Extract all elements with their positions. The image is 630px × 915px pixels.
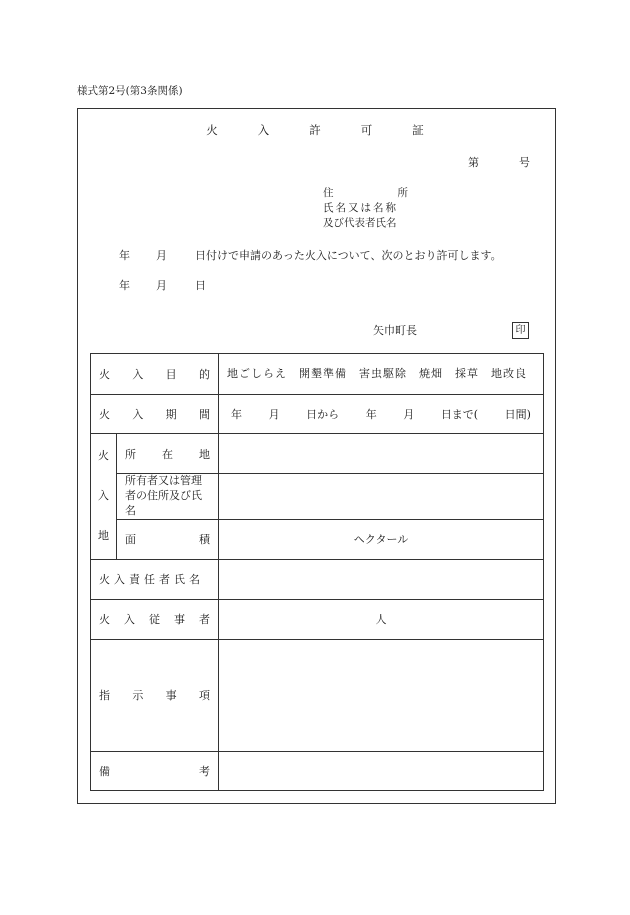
row-workers [91,599,544,639]
row-purpose [91,354,544,395]
responsible-value [219,559,544,599]
area-label: 面 積 [117,519,219,559]
row-location [91,434,544,474]
name-label: 氏名又は名称 [323,202,398,214]
responsible-label: 火入責任者氏名 [91,559,219,599]
permit-number: 第 号 [468,156,530,169]
row-period [91,395,544,434]
representative-label: 及び代表者氏名 [323,217,397,229]
owner-value [219,474,544,520]
seal-mark: 印 [512,322,529,339]
address-label: 住 所 [323,187,408,199]
issue-date: 年 月 日 [119,279,206,292]
instructions-label: 指 示 事 項 [91,639,219,751]
row-remarks [91,751,544,790]
mayor-signature: 矢巾町長 [373,324,417,337]
form-label: 様式第2号(第3条関係) [77,85,183,97]
workers-value: 人 [219,599,544,639]
permit-sentence: 年 月 日付けで申請のあった火入について、次のとおり許可します。 [119,249,502,262]
period-value: 年 月 日から 年 月 日まで( 日間) [219,395,544,434]
land-side-label: 火 入 地 [91,434,117,560]
period-label: 火 入 期 間 [91,395,219,434]
instructions-value [219,639,544,751]
location-label: 所 在 地 [117,434,219,474]
workers-label: 火 入 従 事 者 [91,599,219,639]
location-value [219,434,544,474]
purpose-value: 地ごしらえ 開墾準備 害虫駆除 焼畑 採草 地改良 [219,354,544,395]
document-title: 火 入 許 可 証 [206,123,424,137]
row-responsible [91,559,544,599]
owner-label: 所有者又は管理者の住所及び氏名 [117,474,219,520]
remarks-label: 備 考 [91,751,219,790]
row-area [91,519,544,559]
remarks-value [219,751,544,790]
row-instructions [91,639,544,751]
permit-table [90,353,544,791]
area-value: ヘクタール [219,519,544,559]
purpose-label: 火 入 目 的 [91,354,219,395]
row-owner [91,474,544,520]
